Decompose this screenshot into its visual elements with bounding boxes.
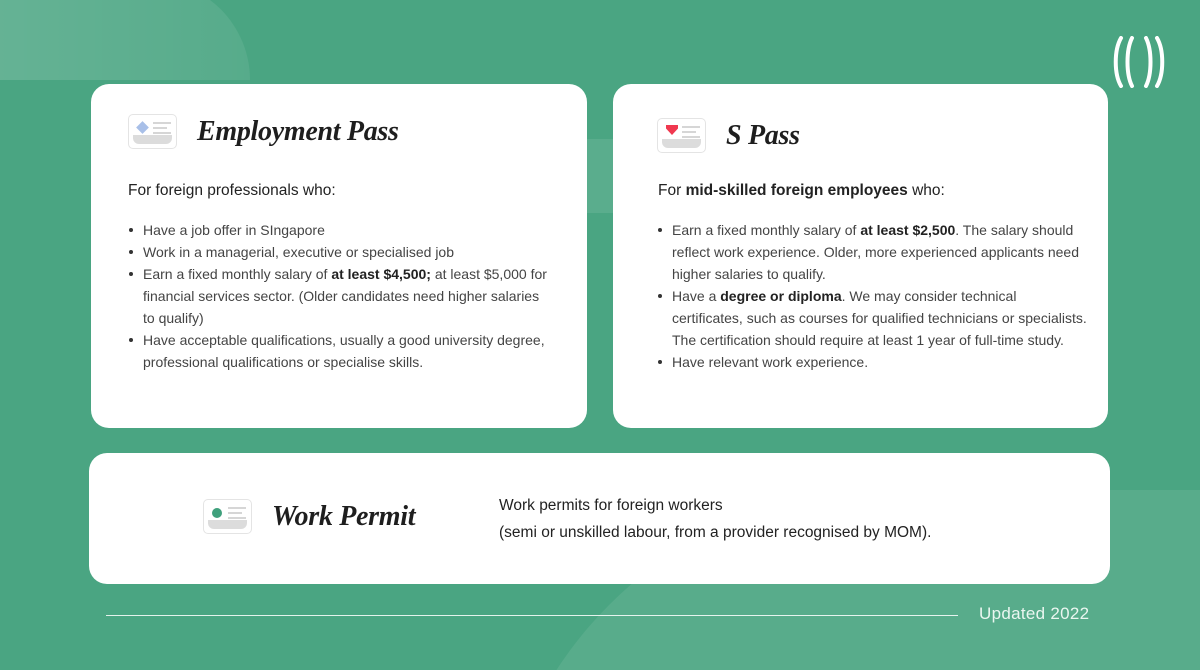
criteria-item: Have a degree or diploma. We may consider technical certificates, such as courses for qualified technicians or specialists. The certification should require at least 1 year of full-time study. bbox=[657, 285, 1087, 351]
criteria-item: Earn a fixed monthly salary of at least $2,500. The salary should reflect work experience. Older, more experienced applicants need higher salaries to qualify. bbox=[657, 219, 1087, 285]
background-shape-top-left bbox=[0, 0, 250, 80]
s-pass-title: S Pass bbox=[726, 119, 800, 151]
criteria-item: Have a job offer in SIngapore bbox=[128, 219, 548, 241]
background-shape-middle bbox=[585, 139, 615, 213]
criteria-item: Work in a managerial, executive or specialised job bbox=[128, 241, 548, 263]
pass-card-dot-icon bbox=[203, 499, 252, 534]
qualification-highlight: degree or diploma bbox=[720, 288, 842, 304]
updated-label: Updated 2022 bbox=[979, 604, 1090, 623]
salary-highlight: at least $4,500; bbox=[331, 266, 431, 282]
pass-card-shield-icon bbox=[657, 118, 706, 153]
s-pass-intro: For mid-skilled foreign employees who: bbox=[658, 182, 945, 199]
criteria-item: Have acceptable qualifications, usually a good university degree, professional qualifications or specialise skills. bbox=[128, 329, 548, 373]
salary-highlight: at least $2,500 bbox=[860, 222, 956, 238]
s-pass-criteria bbox=[657, 219, 1087, 373]
criteria-item: Earn a fixed monthly salary of at least $4,500; at least $5,000 for financial services sector. (Older candidates need higher salaries to qualify) bbox=[128, 263, 548, 329]
employment-pass-criteria bbox=[128, 219, 548, 373]
s-pass-header bbox=[657, 118, 800, 153]
footer-divider bbox=[106, 615, 958, 616]
employment-pass-title: Employment Pass bbox=[197, 115, 399, 147]
work-permit-card bbox=[89, 453, 1110, 584]
s-pass-card bbox=[613, 84, 1108, 428]
work-permit-header bbox=[203, 499, 415, 534]
criteria-item: Have relevant work experience. bbox=[657, 351, 1087, 373]
parentheses-logo-icon bbox=[1112, 36, 1166, 88]
work-permit-description: Work permits for foreign workers (semi or unskilled labour, from a provider recognised by MOM). bbox=[499, 497, 932, 541]
employment-pass-header bbox=[128, 114, 399, 149]
employment-pass-intro: For foreign professionals who: bbox=[128, 182, 336, 199]
employment-pass-card bbox=[91, 84, 587, 428]
work-permit-title: Work Permit bbox=[272, 500, 416, 532]
pass-card-diamond-icon bbox=[128, 114, 177, 149]
